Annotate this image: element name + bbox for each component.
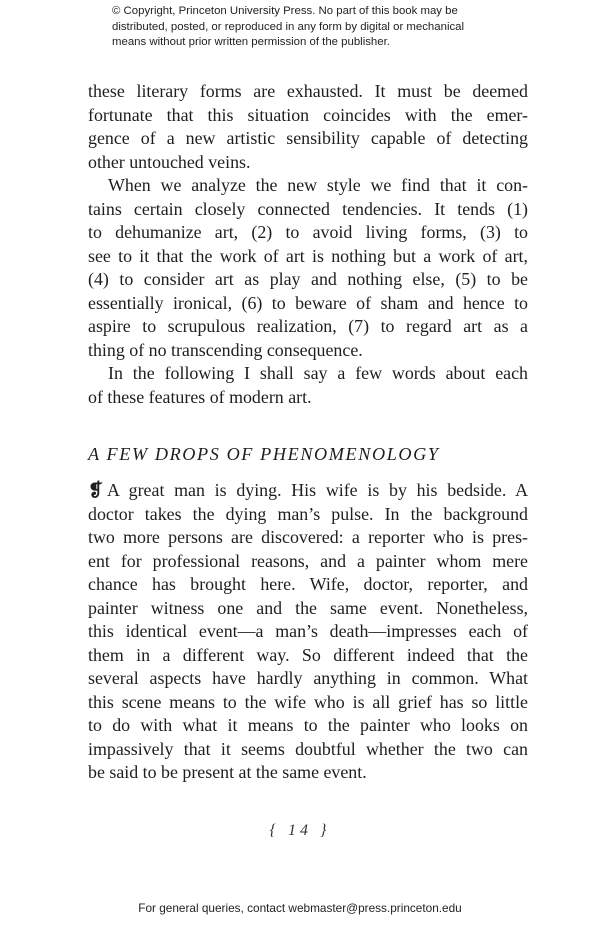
text-line: thing of no transcending consequence. [88,339,363,360]
text-line: impassively that it seems doubtful whether the two can [88,738,528,759]
text-line: chance has brought here. Wife, doctor, reporter, and [88,574,528,594]
text-line: them in a different way. So different indeed that the [88,644,528,665]
text-line: this identical event—a man’s death—impresses each of [88,621,528,641]
text-line: essentially ironical, (6) to beware of sham and hence to [88,292,528,313]
section-paragraph [88,479,528,785]
paragraph-2 [88,174,528,362]
copyright-line: means without prior written permission of the publisher. [112,36,390,48]
text-line: see to it that the work of art is nothing but a work of art, [88,245,528,266]
text-line: painter witness one and the same event. Nonetheless, [88,597,528,618]
paragraph-1 [88,80,528,174]
copyright-notice [112,4,502,51]
text-line: aspire to scrupulous realization, (7) to regard art as a [88,316,528,336]
text-line: these literary forms are exhausted. It must be deemed [88,81,528,101]
text-line: gence of a new artistic sensibility capable of detecting [88,128,528,148]
text-line: tains certain closely connected tendencies. It tends (1) [88,198,528,219]
text-line: this scene means to the wife who is all grief has so little [88,691,528,712]
copyright-line: © Copyright, Princeton University Press. No part of this book may be [112,5,458,17]
text-line: to do with what it means to the painter who looks on [88,715,528,735]
text-line: In the following I shall say a few words about each [108,363,528,383]
text-line-content: A great man is dying. His wife is by his bedside. A [107,480,528,500]
text-line: of these features of modern art. [88,386,312,407]
pilcrow-icon: ❡ [88,480,103,501]
text-line: fortunate that this situation coincides with the emer- [88,104,528,125]
paragraph-3 [88,362,528,409]
text-line: be said to be present at the same event. [88,762,367,782]
text-line: (4) to consider art as play and nothing else, (5) to be [88,269,528,289]
text-line: When we analyze the new style we find that it con- [108,175,528,195]
text-line: doctor takes the dying man’s pulse. In the background [88,503,528,524]
copyright-line: distributed, posted, or reproduced in any form by digital or mechanical [112,20,465,33]
text-line: several aspects have hardly anything in common. What [88,668,528,688]
text-line [88,479,528,503]
section-heading: A FEW DROPS OF PHENOMENOLOGY [88,444,440,464]
page-number: { 14 } [269,822,331,839]
text-line: two more persons are discovered: a reporter who is pres- [88,527,528,547]
text-line: to dehumanize art, (2) to avoid living forms, (3) to [88,222,528,242]
text-line: other untouched veins. [88,151,251,172]
footer-contact: For general queries, contact webmaster@press.princeton.edu [138,901,462,915]
text-line: ent for professional reasons, and a painter whom mere [88,550,528,571]
